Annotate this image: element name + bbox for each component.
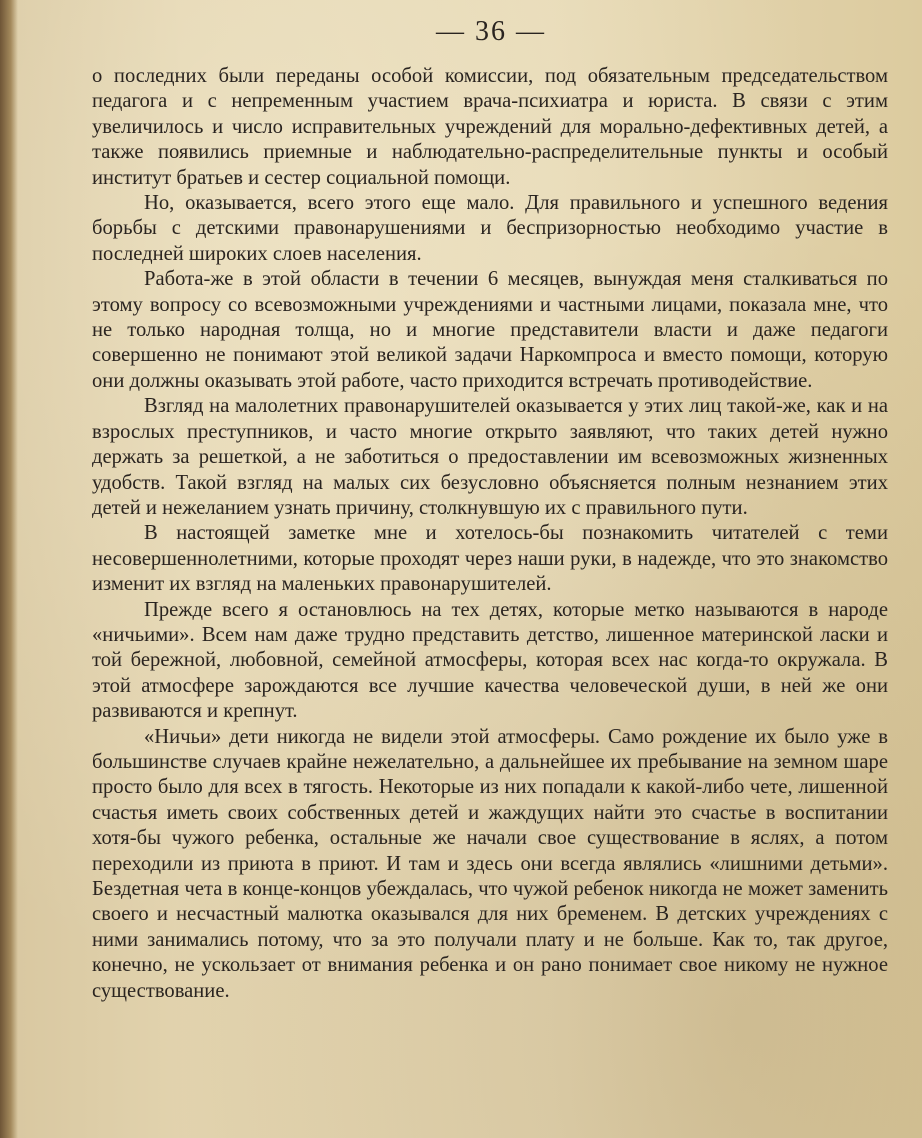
paragraph: Прежде всего я остановлюсь на тех детях, которые метко называются в народе «ничьими». Всем нам даже трудно представить детство, лишенное материнской ласки и той бережной, любовной, семейной атмосферы, которая всех нас когда-то окружала. В этой атмосфере зарождаются все лучшие качества человеческой души, в ней же они развиваются и крепнут. (92, 598, 888, 723)
page-number: — 36 — (436, 16, 546, 47)
page-spine-shadow (0, 0, 18, 1138)
paragraph: Работа-же в этой области в течении 6 месяцев, вынуждая меня сталкиваться по этому вопросу со всевозможными учреждениями и частными лицами, показала мне, что не только народная толща, но и многие представители власти и даже педагоги совершенно не понимают этой великой задачи Наркомпроса и вместо помощи, которую они должны оказывать этой работе, часто приходится встречать противодействие. (92, 268, 888, 392)
paragraph: «Ничьи» дети никогда не видели этой атмосферы. Само рождение их было уже в большинстве случаев крайне нежелательно, а дальнейшее их пребывание на земном шаре просто было для всех в тягость. Некоторые из них попадали к какой-либо чете, лишенной счастья иметь своих собственных детей и жаждущих найти это счастье в воспитании хотя-бы чужого ребенка, остальные же начали свое существование в яслях, а потом переходили из приюта в приют. И там и здесь они всегда являлись «лишними детьми». Бездетная чета в конце-концов убеждалась, что чужой ребенок никогда не может заменить своего и несчастный малютка оказывался для них бременем. В детских учреждениях с ними занимались потому, что за это получали плату и не больше. Как то, так другое, конечно, не ускользает от внимания ребенка и он рано понимает свое никому не нужное существование. (92, 725, 888, 1002)
paragraph: Взгляд на малолетних правонарушителей оказывается у этих лиц такой-же, как и на взрослых преступников, и часто многие открыто заявляют, что таких детей нужно держать за решеткой, а не заботиться о предоставлении им всевозможных жизненных удобств. Такой взгляд на малых сих безусловно объясняется полным незнанием этих детей и нежеланием узнать причину, столкнувшую их с правильного пути. (92, 395, 888, 519)
paragraph: о последних были переданы особой комиссии, под обязательным председательством педагога и с непременным участием врача-психиатра и юриста. В связи с этим увеличилось и число исправительных учреждений для морально-дефективных детей, а также появились приемные и наблюдательно-распределительные пункты и особый институт братьев и сестер социальной помощи. (92, 65, 888, 189)
page-body (92, 64, 888, 1004)
paragraph: Но, оказывается, всего этого еще мало. Для правильного и успешного ведения борьбы с детскими правонарушениями и беспризорностью необходимо участие в последней широких слоев населения. (92, 192, 888, 265)
paragraph: В настоящей заметке мне и хотелось-бы познакомить читателей с теми несовершеннолетними, которые проходят через наши руки, в надежде, что это знакомство изменит их взгляд на маленьких правонарушителей. (92, 522, 888, 596)
